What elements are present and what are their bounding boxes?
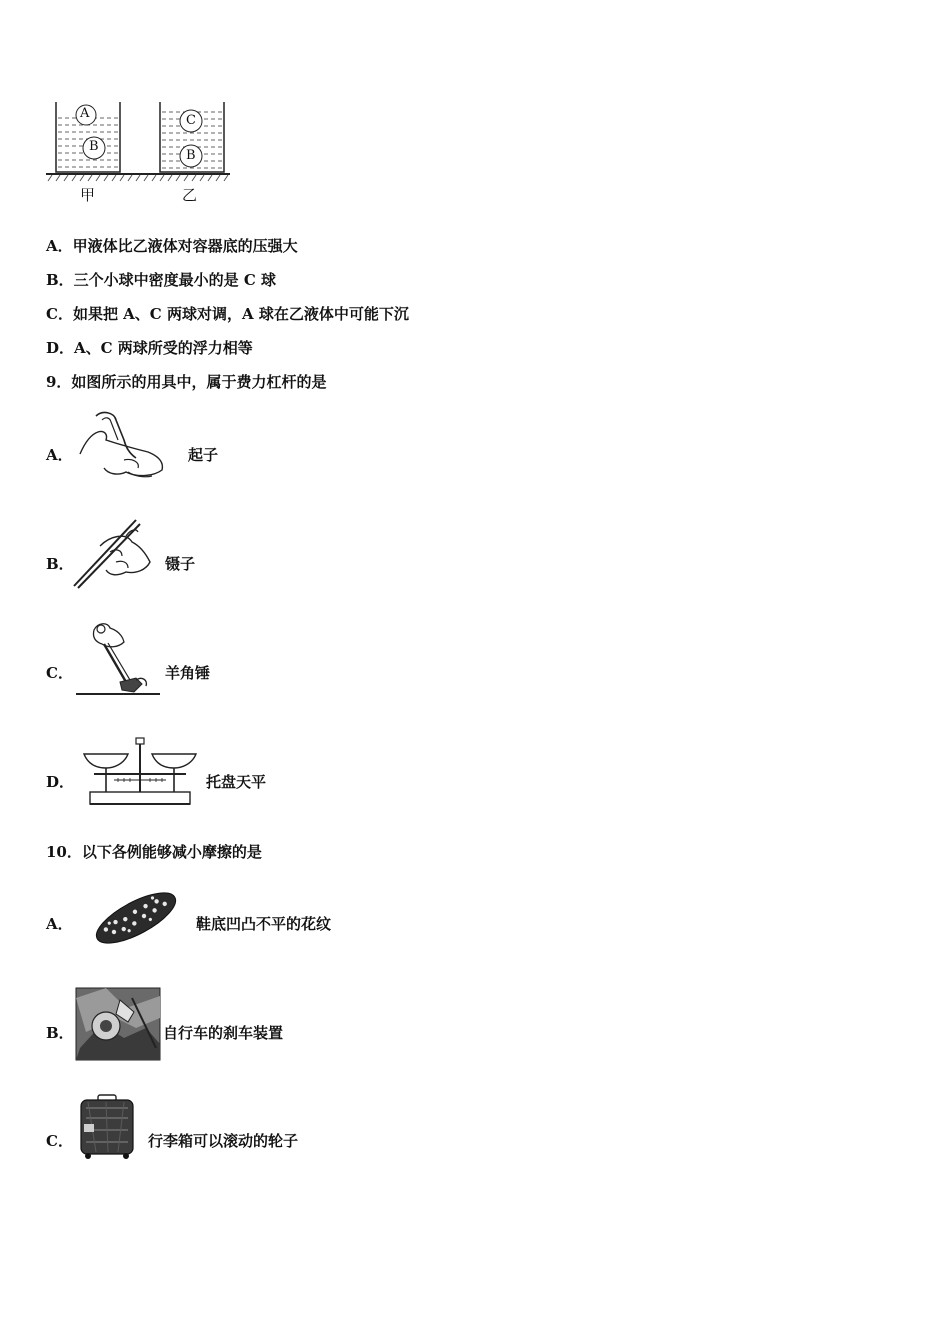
q10-option-b-letter: B．	[46, 1024, 74, 1042]
ball-b-right-label: B	[186, 148, 196, 163]
q10-option-b-text: 自行车的刹车装置	[163, 1024, 284, 1042]
bicycle-brake-image	[76, 988, 160, 1060]
q10-option-a-letter: A．	[46, 915, 73, 933]
claw-hammer-image	[74, 620, 164, 698]
ball-c-label: C	[186, 113, 196, 128]
caption-left: 甲	[80, 186, 96, 204]
q9-option-b-text: 镊子	[165, 555, 196, 573]
tweezers-image	[70, 516, 160, 590]
containers-figure	[44, 98, 236, 204]
q10-option-c-letter: C．	[46, 1132, 73, 1150]
caption-right: 乙	[182, 186, 198, 204]
luggage-image	[78, 1094, 136, 1160]
q9-option-d-text: 托盘天平	[206, 773, 267, 791]
ball-a-label: A	[80, 106, 90, 121]
q9-option-d-letter: D．	[46, 773, 75, 791]
q8-option-c: C．如果把 A、C 两球对调，A 球在乙液体中可能下沉	[46, 305, 409, 323]
q9-option-a-text: 起子	[188, 446, 219, 464]
q8-option-a: A．甲液体比乙液体对容器底的压强大	[46, 237, 298, 255]
shoe-sole-image	[90, 882, 182, 954]
q10-option-a-text: 鞋底凹凸不平的花纹	[196, 915, 332, 933]
q8-option-d: D．A、C 两球所受的浮力相等	[46, 339, 253, 357]
q9-option-c-text: 羊角锤	[165, 664, 211, 682]
q9-option-a-letter: A．	[46, 446, 73, 464]
ball-b-left-label: B	[89, 139, 99, 154]
q8-option-b: B．三个小球中密度最小的是 C 球	[46, 271, 277, 289]
bottle-opener-image	[78, 410, 173, 482]
q10-option-c-text: 行李箱可以滚动的轮子	[148, 1132, 299, 1150]
q9-stem: 9．如图所示的用具中，属于费力杠杆的是	[46, 373, 327, 391]
balance-scale-image	[78, 736, 203, 812]
q10-stem: 10．以下各例能够减小摩擦的是	[46, 843, 262, 861]
q9-option-b-letter: B．	[46, 555, 74, 573]
q9-option-c-letter: C．	[46, 664, 73, 682]
